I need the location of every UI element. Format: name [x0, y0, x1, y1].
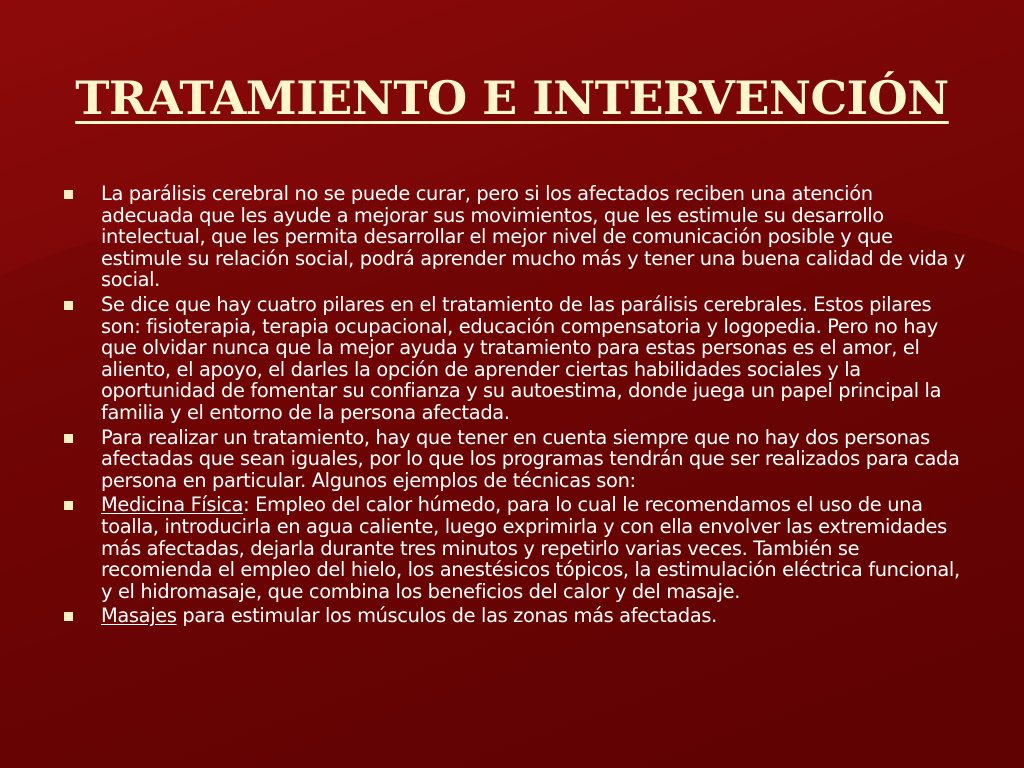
bullet-text	[101, 494, 966, 602]
bullet-item	[0, 494, 1024, 602]
bullet-body: Para realizar un tratamiento, hay que tener en cuenta siempre que no hay dos personas afectadas que sean iguales, por lo que los programas tendrán que ser realizados para cada persona en particular. Algunos ejemplos de técnicas son:	[101, 425, 960, 492]
bullet-text	[101, 605, 966, 627]
square-bullet-icon	[64, 434, 73, 443]
bullet-text	[101, 427, 966, 492]
bullet-item	[0, 183, 1024, 291]
bullet-body: : Empleo del calor húmedo, para lo cual le recomendamos el uso de una toalla, introducirla en agua caliente, luego exprimirla y con ella envolver las extremidades más afectadas, dejarla durante tres minutos y repetirlo varias veces. También se recomienda el empleo del hielo, los anestésicos tópicos, la estimulación eléctrica funcional, y el hidromasaje, que combina los beneficios del calor y del masaje.	[101, 493, 960, 603]
bullet-body: Se dice que hay cuatro pilares en el tratamiento de las parálisis cerebrales. Estos pilares son: fisioterapia, terapia ocupacional, educación compensatoria y logopedia. Pero no hay que olvidar nunca que la mejor ayuda y tratamiento para estas personas es el amor, el aliento, el apoyo, el darles la opción de aprender ciertas habilidades sociales y la oportunidad de fomentar su confianza y su autoestima, donde juega un papel principal la familia y el entorno de la persona afectada.	[101, 292, 942, 424]
slide-title: TRATAMIENTO E INTERVENCIÓN	[75, 71, 949, 125]
bullet-item	[0, 605, 1024, 627]
bullet-lead-masajes: Masajes	[101, 604, 177, 628]
bullet-item	[0, 294, 1024, 424]
bullet-body: para estimular los músculos de las zonas más afectadas.	[176, 604, 717, 628]
bullet-item	[0, 427, 1024, 492]
square-bullet-icon	[64, 612, 73, 621]
square-bullet-icon	[64, 501, 73, 510]
bullet-text	[101, 294, 966, 424]
bullet-body: La parálisis cerebral no se puede curar, pero si los afectados reciben una atención adecuada que les ayude a mejorar sus movimientos, que les estimule su desarrollo intelectual, que les permita desarrollar el mejor nivel de comunicación posible y que estimule su relación social, podrá aprender mucho más y tener una buena calidad de vida y social.	[101, 182, 965, 292]
bullet-lead-medicina-fisica: Medicina Física	[101, 493, 244, 517]
bullet-text	[101, 183, 966, 291]
bullet-list	[0, 183, 1024, 630]
square-bullet-icon	[64, 301, 73, 310]
square-bullet-icon	[64, 190, 73, 199]
